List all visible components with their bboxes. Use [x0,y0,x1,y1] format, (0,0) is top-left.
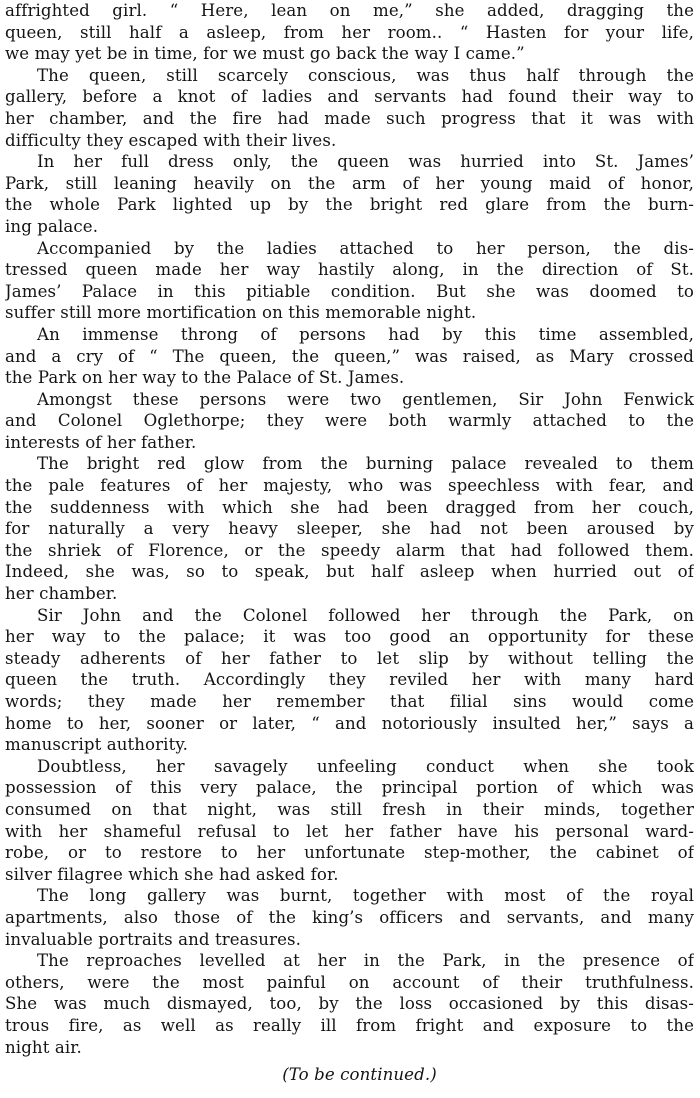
text-line: steady adherents of her father to let slip by without telling the [5,648,694,668]
text-line: In her full dress only, the queen was hurried into St. James’ [37,152,694,172]
paragraph [5,0,694,65]
paragraph [5,389,694,454]
text-line: we may yet be in time, for we must go back the way I came.” [5,44,525,64]
text-line: James’ Palace in this pitiable condition. But she was doomed to [5,281,694,301]
text-line: her chamber, and the fire had made such progress that it was with [5,108,694,128]
text-line: queen, still half a asleep, from her room.. “ Hasten for your life, [5,22,694,42]
text-line: home to her, sooner or later, “ and notoriously insulted her,” says a [5,713,694,733]
paragraph [5,605,694,756]
continuation-note: (To be continued.) [282,1065,437,1085]
text-line: for naturally a very heavy sleeper, she had not been aroused by [5,519,694,539]
text-line: night air. [5,1037,82,1057]
text-line: the pale features of her majesty, who was speechless with fear, and [5,476,694,496]
paragraph [5,885,694,950]
text-line: words; they made her remember that filial sins would come [5,692,694,711]
text-line: the shriek of Florence, or the speedy alarm that had followed them. [5,540,694,560]
article-body [5,0,694,1058]
text-line: robe, or to restore to her unfortunate step-mother, the cabinet of [5,843,694,863]
text-line: and a cry of “ The queen, the queen,” was raised, as Mary crossed [5,346,694,366]
paragraph [5,238,694,324]
text-line: others, were the most painful on account of their truthfulness. [5,972,694,992]
text-line: invaluable portraits and treasures. [5,929,302,949]
paragraph [5,950,694,1058]
text-line: apartments, also those of the king’s officers and servants, and many [5,907,694,927]
text-line: consumed on that night, was still fresh in their minds, together [5,799,694,819]
text-line: her chamber. [5,584,118,604]
text-line: Park, still leaning heavily on the arm of her young maid of honor, [5,173,694,193]
text-line: queen the truth. Accordingly they reviled her with many hard [5,670,694,690]
text-line: trous fire, as well as really ill from fright and exposure to the [5,1015,694,1035]
text-line: tressed queen made her way hastily along, in the direction of St. [5,260,694,280]
paragraph [5,65,694,151]
text-line: The reproaches levelled at her in the Park, in the presence of [37,951,694,971]
text-line: manuscript authority. [5,735,188,755]
text-line: An immense throng of persons had by this time assembled, [37,324,694,344]
text-line: possession of this very palace, the principal portion of which was [5,778,694,798]
text-line: Indeed, she was, so to speak, but half asleep when hurried out of [5,562,694,582]
text-line: silver filagree which she had asked for. [5,864,339,884]
text-line: interests of her father. [5,432,197,452]
text-line: her way to the palace; it was too good an opportunity for these [5,627,694,647]
text-line: She was much dismayed, too, by the loss occasioned by this disas- [5,994,694,1014]
text-line: and Colonel Oglethorpe; they were both warmly attached to the [5,411,694,431]
text-line: with her shameful refusal to let her father have his personal ward- [5,821,694,841]
text-line: affrighted girl. “ Here, lean on me,” she added, dragging the [5,1,694,20]
paragraph [5,756,694,886]
article-page [5,0,694,1086]
paragraph [5,151,694,237]
text-line: difficulty they escaped with their lives. [5,130,337,150]
text-line: Amongst these persons were two gentlemen, Sir John Fenwick [37,389,694,409]
text-line: The queen, still scarcely conscious, was thus half through the [37,65,694,85]
text-line: the Park on her way to the Palace of St. James. [5,368,405,388]
text-line: the whole Park lighted up by the bright red glare from the burn- [5,195,694,215]
text-line: suffer still more mortification on this memorable night. [5,303,477,323]
text-line: The long gallery was burnt, together with most of the royal [37,886,694,906]
paragraph [5,324,694,389]
text-line: gallery, before a knot of ladies and servants had found their way to [5,87,694,107]
text-line: Sir John and the Colonel followed her through the Park, on [37,605,694,625]
text-line: Accompanied by the ladies attached to her person, the dis- [37,238,694,258]
paragraph [5,453,694,604]
text-line: The bright red glow from the burning palace revealed to them [37,454,694,474]
text-line: ing palace. [5,216,99,236]
text-line: the suddenness with which she had been dragged from her couch, [5,497,694,517]
text-line: Doubtless, her savagely unfeeling conduct when she took [37,756,694,776]
